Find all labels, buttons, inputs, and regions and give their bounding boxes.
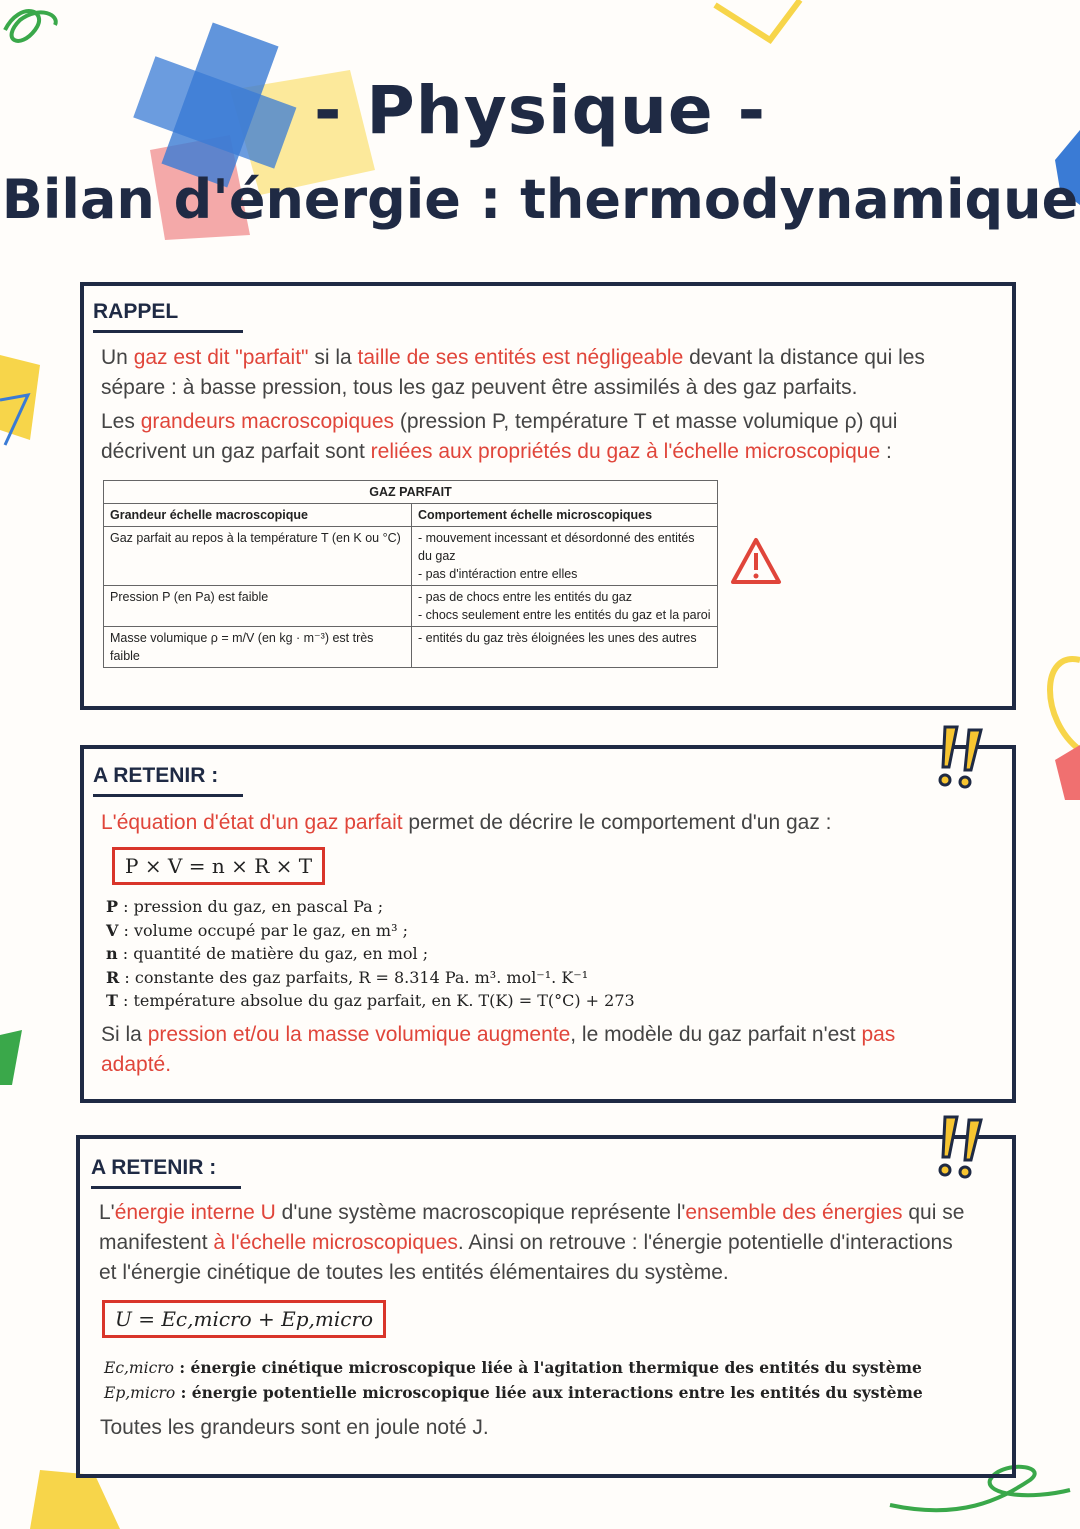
definition-line: R : constante des gaz parfaits, R = 8.314 Pa. m³. mol⁻¹. K⁻¹ [106,967,589,987]
table-row: Gaz parfait au repos à la température T (en K ou °C) - mouvement incessant et désordonné des entités du gaz - pas d'intéraction entre elles [104,527,718,586]
text-segment: Un [101,346,134,369]
definition-line: V : volume occupé par le gaz, en m³ ; [106,920,408,940]
text-segment: devant la distance qui les sépare : à basse pression, tous les gaz peuvent être assimilés à des gaz parfaits. [101,346,925,399]
text-segment: si la [308,346,358,369]
text-segment: d'une système macroscopique représente l' [275,1201,686,1224]
retenir2-outro: Toutes les grandeurs sont en joule noté J. [100,1416,489,1439]
retenir1-intro [101,808,981,838]
retenir1-definitions [106,895,906,1013]
highlighted-text: reliées aux propriétés du gaz à l'échelle microscopique [370,440,881,463]
yellow-chevron-icon [715,0,800,40]
text-segment: Les [101,410,141,433]
retenir2-definitions [104,1356,964,1405]
retenir-heading-1: A RETENIR : [93,764,243,797]
definition-line: Ec,micro : énergie cinétique microscopique liée à l'agitation thermique des entités du système [104,1358,922,1377]
text-segment: L' [99,1201,115,1224]
double-exclamation-icon [935,1112,995,1182]
double-exclamation-icon [935,722,995,792]
green-squiggle-icon [5,11,56,41]
retenir2-intro [99,1198,974,1288]
text-segment: Si la [101,1023,148,1046]
rappel-heading: RAPPEL [93,300,243,333]
gaz-parfait-table [103,480,718,668]
page-title: - Physique - [313,72,767,149]
highlighted-text: grandeurs macroscopiques [140,410,395,433]
definition-line: T : température absolue du gaz parfait, en K. T(K) = T(°C) + 273 [106,991,635,1010]
highlighted-text: énergie interne U [114,1201,276,1224]
highlighted-text: pression et/ou la masse volumique augmente [147,1023,571,1046]
text-segment: . Ainsi on retrouve : l'énergie potentielle d'interactions et l'énergie cinétique de toutes les entités élémentaires du système. [99,1231,953,1284]
text-segment: qui se manifestent [99,1201,965,1254]
definition-line: n : quantité de matière du gaz, en mol ; [106,944,429,963]
table-row: Pression P (en Pa) est faible - pas de chocs entre les entités du gaz - chocs seulement entre les entités du gaz et la paroi [104,586,718,627]
warning-icon [730,537,782,585]
highlighted-text: ensemble des énergies [685,1201,903,1224]
retenir-heading-2: A RETENIR : [91,1156,241,1189]
text-segment: : [880,440,892,463]
text-segment: permet de décrire le comportement d'un gaz : [402,811,832,834]
highlighted-text: gaz est dit "parfait" [133,346,309,369]
rappel-paragraph-1 [101,343,951,403]
retenir1-outro [101,1020,941,1080]
highlighted-text: L'équation d'état d'un gaz parfait [101,811,403,834]
rappel-paragraph-2 [101,407,951,467]
highlighted-text: pas adapté. [101,1023,896,1076]
definition-line: P : pression du gaz, en pascal Pa ; [106,897,384,916]
definition-line: Ep,micro : énergie potentielle microscopique liée aux interactions entre les entités du système [104,1382,923,1402]
highlighted-text: taille de ses entités est négligeable [357,346,684,369]
table-header: Grandeur échelle macroscopique [104,504,412,527]
table-header: Comportement échelle microscopiques [412,504,718,527]
page-subtitle: Bilan d'énergie : thermodynamique [1,168,1079,231]
text-segment: , le modèle du gaz parfait n'est [570,1023,862,1046]
ideal-gas-formula: P × V = n × R × T [112,847,325,885]
text-segment: (pression P, température T et masse volumique ρ) qui décrivent un gaz parfait sont [101,410,898,463]
table-caption: GAZ PARFAIT [104,481,718,504]
internal-energy-formula: U = Ec,micro + Ep,micro [102,1300,386,1338]
table-row: Masse volumique ρ = m/V (en kg · m⁻³) est très faible - entités du gaz très éloignées les unes des autres [104,627,718,668]
highlighted-text: à l'échelle microscopiques [213,1231,458,1254]
